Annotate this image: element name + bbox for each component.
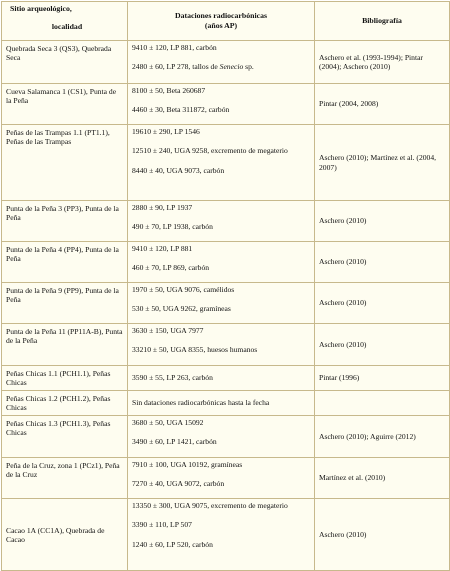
dates-cell (128, 391, 315, 416)
dates-column-header (128, 2, 315, 41)
bibliography-cell (315, 391, 450, 416)
site-column-header (2, 2, 128, 41)
table-row (2, 324, 450, 366)
site-cell: Punta de la Peña 4 (PP4), Punta de la Peña (2, 242, 128, 283)
dates-header-line1: Dataciones radiocarbónicas (174, 11, 268, 20)
dates-cell (128, 125, 315, 201)
table-row (2, 201, 450, 242)
bibliography-cell: Aschero (2010) (315, 242, 450, 283)
date-entry: 7270 ± 40, UGA 9072, carbón (132, 479, 225, 489)
date-entry: 2880 ± 90, LP 1937 (132, 203, 193, 212)
table-header (2, 2, 450, 41)
bibliography-cell: Pintar (1996) (315, 366, 450, 391)
date-entry: 530 ± 50, UGA 9262, gramíneas (132, 304, 231, 314)
date-entry: 3490 ± 60, LP 1421, carbón (132, 437, 217, 447)
site-cell: Cacao 1A (CC1A), Quebrada de Cacao (2, 499, 128, 571)
date-entry: 1240 ± 60, LP 520, carbón (132, 539, 213, 549)
site-cell: Punta de la Peña 11 (PP11A-B), Punta de la Peña (2, 324, 128, 366)
table-body (2, 41, 450, 571)
table-row (2, 283, 450, 324)
site-cell: Punta de la Peña 3 (PP3), Punta de la Peña (2, 201, 128, 242)
bibliography-cell: Martínez et al. (2010) (315, 458, 450, 499)
site-cell: Punta de la Peña 9 (PP9), Punta de la Peña (2, 283, 128, 324)
header-row (2, 2, 450, 41)
table-row (2, 84, 450, 125)
dates-cell (128, 366, 315, 391)
date-text: 2480 ± 60, LP 278, tallos de (132, 62, 218, 72)
dates-cell (128, 416, 315, 458)
date-entry: Sin dataciones radiocarbónicas hasta la fecha (132, 398, 270, 408)
table-row (2, 41, 450, 84)
table-row (2, 125, 450, 201)
bibliography-cell: Aschero (2010); Martínez et al. (2004, 2007) (315, 125, 450, 201)
dates-cell (128, 201, 315, 242)
date-suffix: sp. (243, 62, 254, 72)
table-row (2, 458, 450, 499)
date-entry: 3630 ± 150, UGA 7977 (132, 326, 204, 335)
dates-cell (128, 324, 315, 366)
bibliography-column-header: Bibliografía (315, 2, 450, 41)
bibliography-cell: Pintar (2004, 2008) (315, 84, 450, 125)
table-row (2, 242, 450, 283)
dates-cell (128, 283, 315, 324)
table-row (2, 499, 450, 571)
bibliography-cell: Aschero (2010) (315, 201, 450, 242)
site-cell: Peñas Chicas 1.1 (PCH1.1), Peñas Chicas (2, 366, 128, 391)
site-cell: Peña de la Cruz, zona 1 (PCz1), Peña de la Cruz (2, 458, 128, 499)
date-entry: 8440 ± 40, UGA 9073, carbón (132, 165, 225, 175)
table-row (2, 366, 450, 391)
site-header-line1: Sitio arqueológico, (10, 4, 72, 13)
date-entry: 19610 ± 290, LP 1546 (132, 127, 200, 136)
site-cell: Peñas Chicas 1.3 (PCH1.3), Peñas Chicas (2, 416, 128, 458)
dates-header-line2: (años AP) (204, 21, 238, 30)
date-entry (132, 62, 310, 71)
table-row (2, 391, 450, 416)
taxon-name: Senecio (219, 62, 244, 72)
date-entry: 9410 ± 120, LP 881 (132, 244, 193, 253)
site-cell: Peñas de las Trampas 1.1 (PT1.1), Peñas de las Trampas (2, 125, 128, 201)
site-header-line2: localidad (51, 22, 83, 31)
site-cell: Quebrada Seca 3 (QS3), Quebrada Seca (2, 41, 128, 84)
table-row (2, 416, 450, 458)
bibliography-cell: Aschero (2010) (315, 283, 450, 324)
site-cell: Peñas Chicas 1.2 (PCH1.2), Peñas Chicas (2, 391, 128, 416)
date-entry: 8100 ± 50, Beta 260687 (132, 86, 206, 95)
date-entry: 7910 ± 100, UGA 10192, gramíneas (132, 460, 243, 469)
date-entry: 12510 ± 240, UGA 9258, excremento de megaterio (132, 146, 288, 156)
bibliography-cell: Aschero (2010); Aguirre (2012) (315, 416, 450, 458)
date-entry: 13350 ± 300, UGA 9075, excremento de megaterio (132, 501, 288, 510)
date-entry: 9410 ± 120, LP 881, carbón (132, 43, 217, 52)
date-entry: 1970 ± 50, UGA 9076, camélidos (132, 285, 235, 294)
date-entry: 33210 ± 50, UGA 8355, huesos humanos (132, 345, 258, 355)
bibliography-cell: Aschero (2010) (315, 324, 450, 366)
dates-cell (128, 499, 315, 571)
radiocarbon-dates-table (1, 1, 450, 571)
date-entry: 3680 ± 50, UGA 15092 (132, 418, 204, 427)
bibliography-cell: Aschero (2010) (315, 499, 450, 571)
date-entry: 4460 ± 30, Beta 311872, carbón (132, 105, 230, 115)
date-entry: 3590 ± 55, LP 263, carbón (132, 373, 213, 383)
dates-cell (128, 242, 315, 283)
dates-cell (128, 84, 315, 125)
dates-cell (128, 458, 315, 499)
dates-cell (128, 41, 315, 84)
date-entry: 490 ± 70, LP 1938, carbón (132, 222, 213, 232)
date-entry: 3390 ± 110, LP 507 (132, 520, 192, 530)
date-entry: 460 ± 70, LP 869, carbón (132, 263, 210, 273)
site-cell: Cueva Salamanca 1 (CS1), Punta de la Peña (2, 84, 128, 125)
bibliography-cell: Aschero et al. (1993-1994); Pintar (2004); Aschero (2010) (315, 41, 450, 84)
